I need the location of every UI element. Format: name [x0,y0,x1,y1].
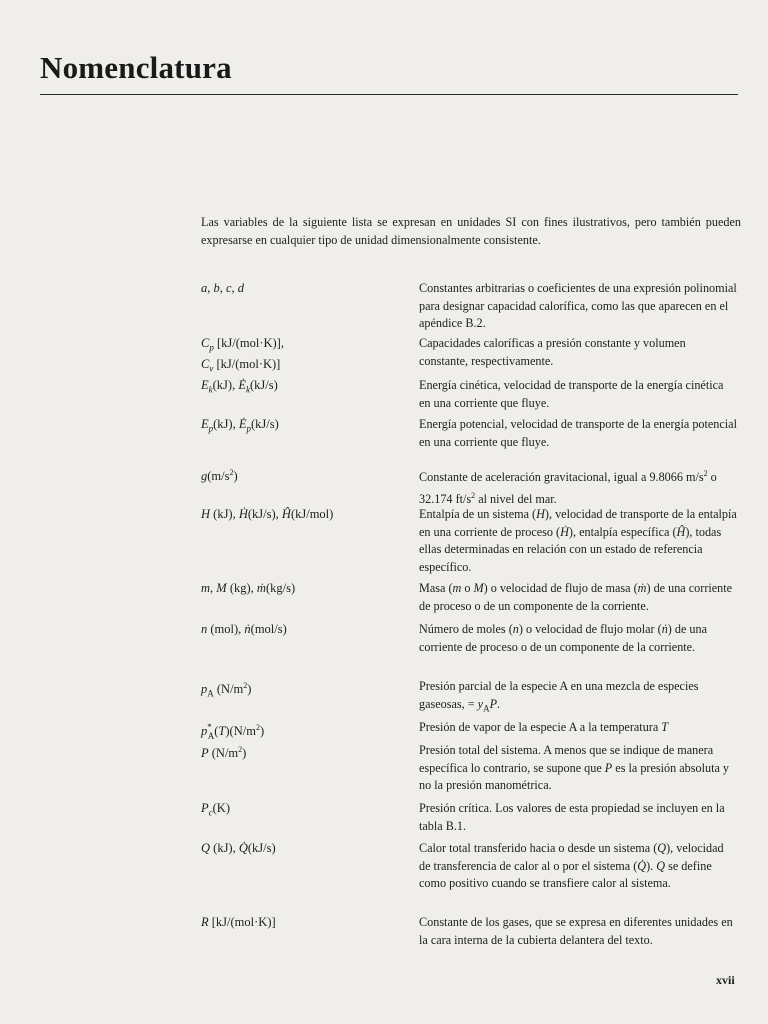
entry-symbol: R [kJ/(mol·K)] [201,915,276,929]
entry-description: Calor total transferido hacia o desde un sistema (Q), velocidad de transferencia de calor al o por el sistema (Q̇). Q se define como positivo cuando se transfiere calor al sistema. [419,841,724,890]
entry-description: Constante de los gases, que se expresa en diferentes unidades en la cara interna de la cubierta delantera del texto. [419,915,733,947]
entry-symbol: $E_k(kJ)$, $Ė_k(kJ/s)$ [201,378,278,395]
entry-description: Masa (m o M) o velocidad de flujo de masa (ṁ) de una corriente de proceso o de un componente de la corriente. [419,581,733,613]
entry-description: Constantes arbitrarias o coeficientes de una expresión polinomial para designar capacidad calorífica, como las que aparecen en el apéndice B.2. [419,281,737,330]
entry-description: Energía potencial, velocidad de transporte de la energía potencial en una corriente que fluye. [419,417,737,449]
entry-symbol: $g(m/s^2)$ [201,468,238,484]
entry-symbol: a, b, c, d [201,281,245,295]
entry-description: Presión de vapor de la especie A a la temperatura T [419,720,669,734]
entry-description: Energía cinética, velocidad de transporte de la energía cinética en una corriente que fluye. [419,378,724,410]
entry-symbol: H (kJ), Ḣ(kJ/s), Ĥ(kJ/mol) [201,507,334,521]
entry-symbol: $p_A$ $(N/m^2)$ [201,681,252,699]
entry-description: Capacidades caloríficas a presión constante y volumen constante, respectivamente. [419,336,686,368]
entry-description: Constante de aceleración gravitacional, igual a 9.8066 $m/s^2$ o 32.174 $ft/s^2$ al nivel del mar. [419,469,717,506]
page-title: Nomenclatura [40,50,232,85]
page-number: xvii [716,973,735,987]
entry-symbol: Q (kJ), Q̇(kJ/s) [201,841,276,855]
title-rule [40,94,738,95]
entry-description: Presión total del sistema. A menos que se indique de manera específica lo contrario, se supone que P es la presión absoluta y no la presión manométrica. [419,743,730,792]
entry-description: Número de moles (n) o velocidad de flujo molar (ṅ) de una corriente de proceso o de un componente de la corriente. [419,622,708,654]
entry-symbol: m, M (kg), ṁ(kg/s) [201,581,296,595]
entry-description: Entalpía de un sistema (H), velocidad de transporte de la entalpía en una corriente de proceso (Ḣ), entalpía específica (Ĥ), todas ellas determinadas en relación con un estado de referencia específico. [419,507,737,574]
entry-description: Presión crítica. Los valores de esta propiedad se incluyen en la tabla B.1. [419,801,725,833]
entry-symbol: $p^*_A(T)(N/m^2)$ [201,722,265,741]
entry-symbol: $E_p(kJ)$, $Ė_p(kJ/s)$ [201,417,279,434]
entry-description: Presión parcial de la especie A en una mezcla de especies gaseosas, = $y_AP$. [419,679,699,713]
entry-symbol: $C_p$ [kJ/(mol·K)], $C_v$ [kJ/(mol·K)] [201,336,284,373]
entry-symbol: $P_c(K)$ [201,801,230,818]
entry-symbol-unit: [kJ/(mol·K)], [216,336,284,350]
entry-symbol: P $(N/m^2)$ [201,745,247,761]
entry-symbol-unit: [kJ/(mol·K)] [216,356,281,371]
intro-paragraph: Las variables de la siguiente lista se expresan en unidades SI con fines ilustrativos, pero también pueden expresarse en cualquier tipo de unidad dimensionalmente consistente. [201,215,741,247]
entry-symbol: n (mol), ṅ(mol/s) [201,622,287,636]
